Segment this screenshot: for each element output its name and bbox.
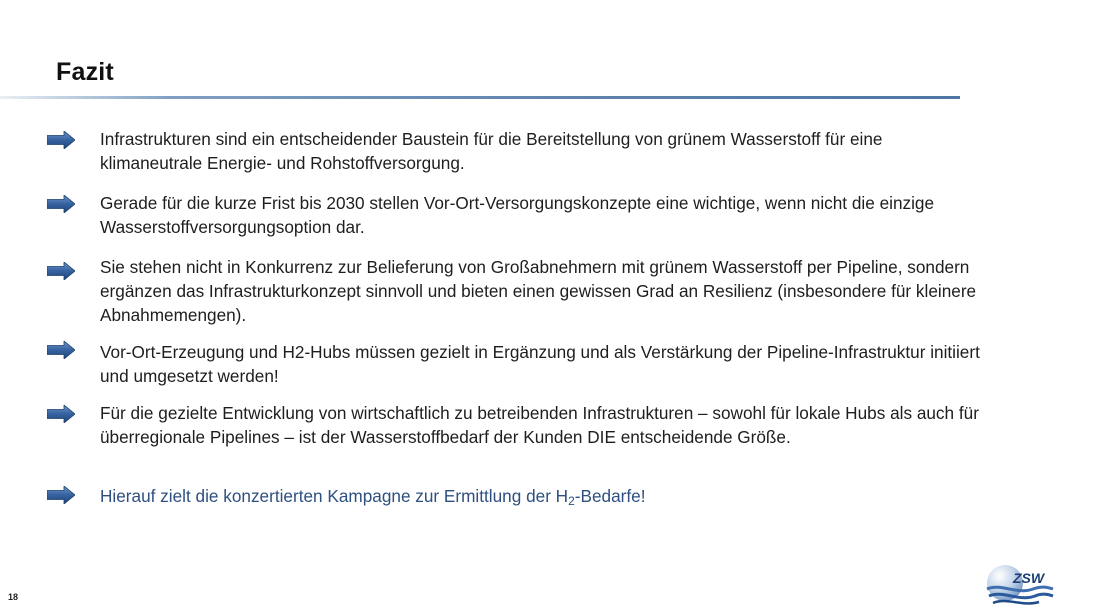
subscript: 2 bbox=[568, 494, 575, 508]
logo-text: ZSW bbox=[1013, 570, 1045, 586]
arrow-right-icon bbox=[47, 405, 75, 423]
bullet-text: Gerade für die kurze Frist bis 2030 stellen Vor-Ort-Versorgungskonzepte eine wichtige, wenn nicht die einzige Wasserstoffversorgungsoption dar. bbox=[100, 193, 935, 237]
title-divider bbox=[0, 96, 960, 99]
arrow-right-icon bbox=[47, 131, 75, 149]
arrow-right-icon bbox=[47, 262, 75, 280]
arrow-right-icon bbox=[47, 341, 75, 359]
arrow-right-icon bbox=[47, 486, 75, 504]
page-number: 18 bbox=[8, 592, 19, 602]
bullet-text-highlight bbox=[100, 484, 980, 508]
bullet-text: Für die gezielte Entwicklung von wirtschaftlich zu betreibenden Infrastrukturen – sowohl für lokale Hubs als auch für überregionale Pipelines – ist der Wasserstoffbedarf der Kunden DIE entscheidende Größe. bbox=[100, 403, 979, 447]
bullet-text-part: Hierauf zielt die konzertierten Kampagne zur Ermittlung der H bbox=[100, 486, 569, 506]
bullet-text: Infrastrukturen sind ein entscheidender Baustein für die Bereitstellung von grünem Wasserstoff für eine klimaneutrale Energie- und Rohstoffversorgung. bbox=[100, 129, 883, 173]
zsw-logo bbox=[983, 563, 1055, 607]
bullet-text: Sie stehen nicht in Konkurrenz zur Belieferung von Großabnehmern mit grünem Wasserstoff per Pipeline, sondern ergänzen das Infrastrukturkonzept sinnvoll und bieten einen gewissen Grad an Resilienz (insbesondere für kleinere Abnahmemengen). bbox=[100, 257, 977, 325]
arrow-right-icon bbox=[47, 195, 75, 213]
slide-title: Fazit bbox=[56, 58, 114, 86]
bullet-text-part: -Bedarfe! bbox=[574, 486, 646, 506]
bullet-text: Vor-Ort-Erzeugung und H2-Hubs müssen gezielt in Ergänzung und als Verstärkung der Pipeline-Infrastruktur initiiert und umgesetzt werden! bbox=[100, 342, 980, 386]
